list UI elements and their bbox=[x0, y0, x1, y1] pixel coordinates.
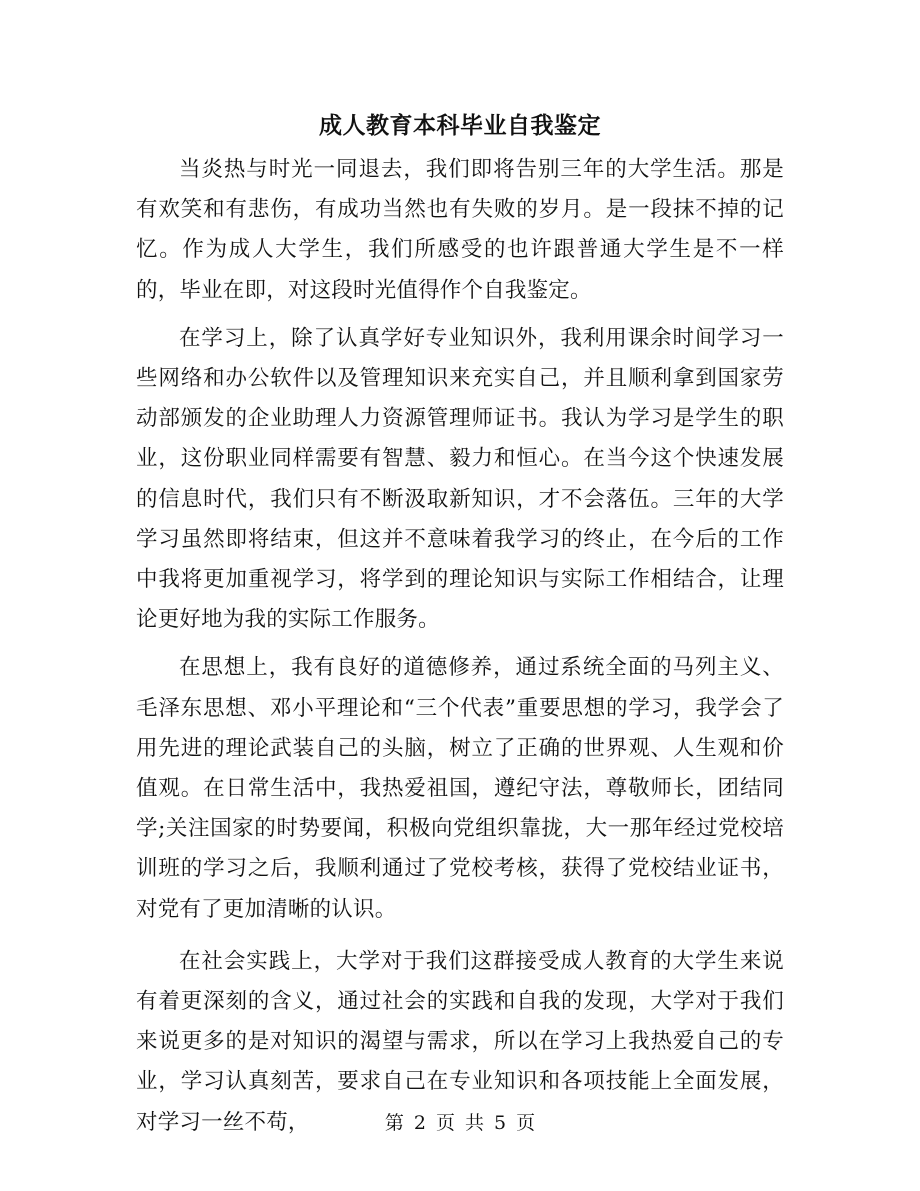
paragraph-social-practice: 在社会实践上，大学对于我们这群接受成人教育的大学生来说有着更深刻的含义，通过社会的实践和自我的发现，大学对于我们来说更多的是对知识的渴望与需求，所以在学习上我热爱自己的专业，学习认真刻苦，要求自己在专业知识和各项技能上全面发展，对学习一丝不苟， bbox=[136, 948, 784, 1135]
paragraph-study: 在学习上，除了认真学好专业知识外，我利用课余时间学习一些网络和办公软件以及管理知识来充实自己，并且顺利拿到国家劳动部颁发的企业助理人力资源管理师证书。我认为学习是学生的职业，这份职业同样需要有智慧、毅力和恒心。在当今这个快速发展的信息时代，我们只有不断汲取新知识，才不会落伍。三年的大学学习虽然即将结束，但这并不意味着我学习的终止，在今后的工作中我将更加重视学习，将学到的理论知识与实际工作相结合，让理论更好地为我的实际工作服务。 bbox=[136, 325, 784, 633]
document-title: 成人教育本科毕业自我鉴定 bbox=[319, 112, 601, 139]
document-body bbox=[136, 150, 784, 1143]
paragraph-intro: 当炎热与时光一同退去，我们即将告别三年的大学生活。那是有欢笑和有悲伤，有成功当然也有失败的岁月。是一段抹不掉的记忆。作为成人大学生，我们所感受的也许跟普通大学生是不一样的，毕业在即，对这段时光值得作个自我鉴定。 bbox=[136, 157, 784, 303]
paragraph-ideology: 在思想上，我有良好的道德修养，通过系统全面的马列主义、毛泽东思想、邓小平理论和“三个代表”重要思想的学习，我学会了用先进的理论武装自己的头脑，树立了正确的世界观、人生观和价值观。在日常生活中，我热爱祖国，遵纪守法，尊敬师长，团结同学;关注国家的时势要闻，积极向党组织靠拢，大一那年经过党校培训班的学习之后，我顺利通过了党校考核，获得了党校结业证书，对党有了更加清晰的认识。 bbox=[136, 655, 784, 922]
page-number-footer: 第 2 页 共 5 页 bbox=[384, 1112, 536, 1134]
